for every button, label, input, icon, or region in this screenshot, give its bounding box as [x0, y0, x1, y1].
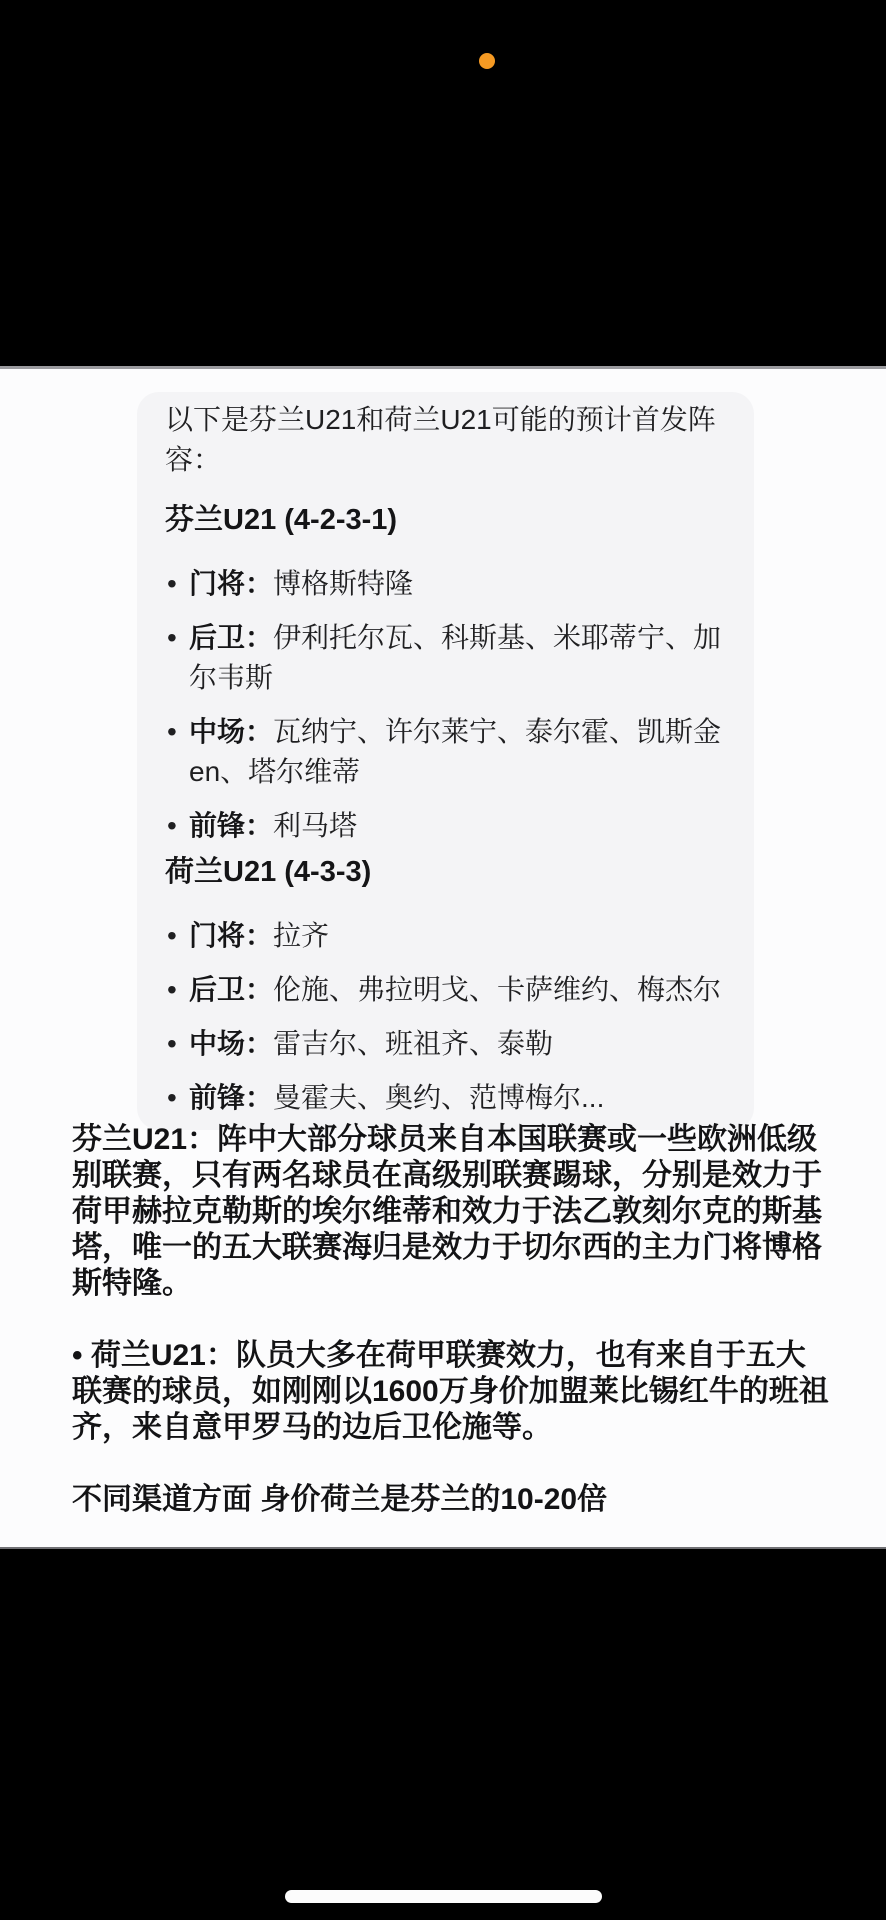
position-label: 后卫：: [189, 974, 274, 1005]
team-heading-finland: 芬兰U21 (4-2-3-1): [165, 504, 398, 536]
player-names: 伦施、弗拉明戈、卡萨维约、梅杰尔: [273, 974, 722, 1005]
player-names: 雷吉尔、班祖齐、泰勒: [273, 1028, 554, 1059]
lineup-list-finland: [165, 564, 726, 846]
analysis-paragraph-market-value: 不同渠道方面 身价荷兰是芬兰的10-20倍: [72, 1483, 608, 1516]
player-names: 曼霍夫、奥约、范博梅尔...: [273, 1082, 605, 1113]
lineup-card-bubble: [137, 392, 754, 1130]
analysis-paragraph-finland: 芬兰U21：阵中大部分球员来自本国联赛或一些欧洲低级别联赛，只有两名球员在高级别联赛踢球，分别是效力于荷甲赫拉克勒斯的埃尔维蒂和效力于法乙敦刻尔克的斯基塔，唯一的五大联赛海归是效力于切尔西的主力门将博格斯特隆。: [72, 1123, 822, 1300]
position-label: 门将：: [189, 568, 274, 599]
position-label: 前锋：: [189, 1082, 274, 1113]
position-label: 前锋：: [189, 810, 274, 841]
lineup-item: [165, 618, 726, 698]
chat-content-area: [0, 366, 886, 1549]
screen-recording-indicator-icon[interactable]: [479, 53, 495, 69]
player-names: 博格斯特隆: [273, 568, 414, 599]
status-bar: [0, 0, 886, 366]
analysis-paragraph-netherlands: • 荷兰U21：队员大多在荷甲联赛效力，也有来自于五大联赛的球员，如刚刚以1600万身价加盟莱比锡红牛的班祖齐，来自意甲罗马的边后卫伦施等。: [72, 1339, 829, 1444]
position-label: 中场：: [189, 716, 274, 747]
team-heading-netherlands: 荷兰U21 (4-3-3): [165, 856, 372, 888]
analysis-section: [72, 1122, 834, 1518]
lineup-item: [165, 564, 726, 604]
card-intro-text: 以下是芬兰U21和荷兰U21可能的预计首发阵容：: [165, 404, 716, 475]
player-names: 拉齐: [273, 920, 330, 951]
position-label: 中场：: [189, 1028, 274, 1059]
player-names: 伊利托尔瓦、科斯基、米耶蒂宁、加尔韦斯: [189, 622, 722, 693]
lineup-list-netherlands: [165, 916, 726, 1118]
player-names: 瓦纳宁、许尔莱宁、泰尔霍、凯斯金en、塔尔维蒂: [189, 716, 722, 787]
position-label: 门将：: [189, 920, 274, 951]
lineup-item: [165, 806, 726, 846]
lineup-item: [165, 970, 726, 1010]
lineup-item: [165, 712, 726, 792]
home-indicator[interactable]: [285, 1890, 602, 1903]
bottom-bar: [0, 1549, 886, 1920]
lineup-item: [165, 916, 726, 956]
lineup-item: [165, 1024, 726, 1064]
position-label: 后卫：: [189, 622, 274, 653]
lineup-item: [165, 1078, 726, 1118]
player-names: 利马塔: [273, 810, 358, 841]
